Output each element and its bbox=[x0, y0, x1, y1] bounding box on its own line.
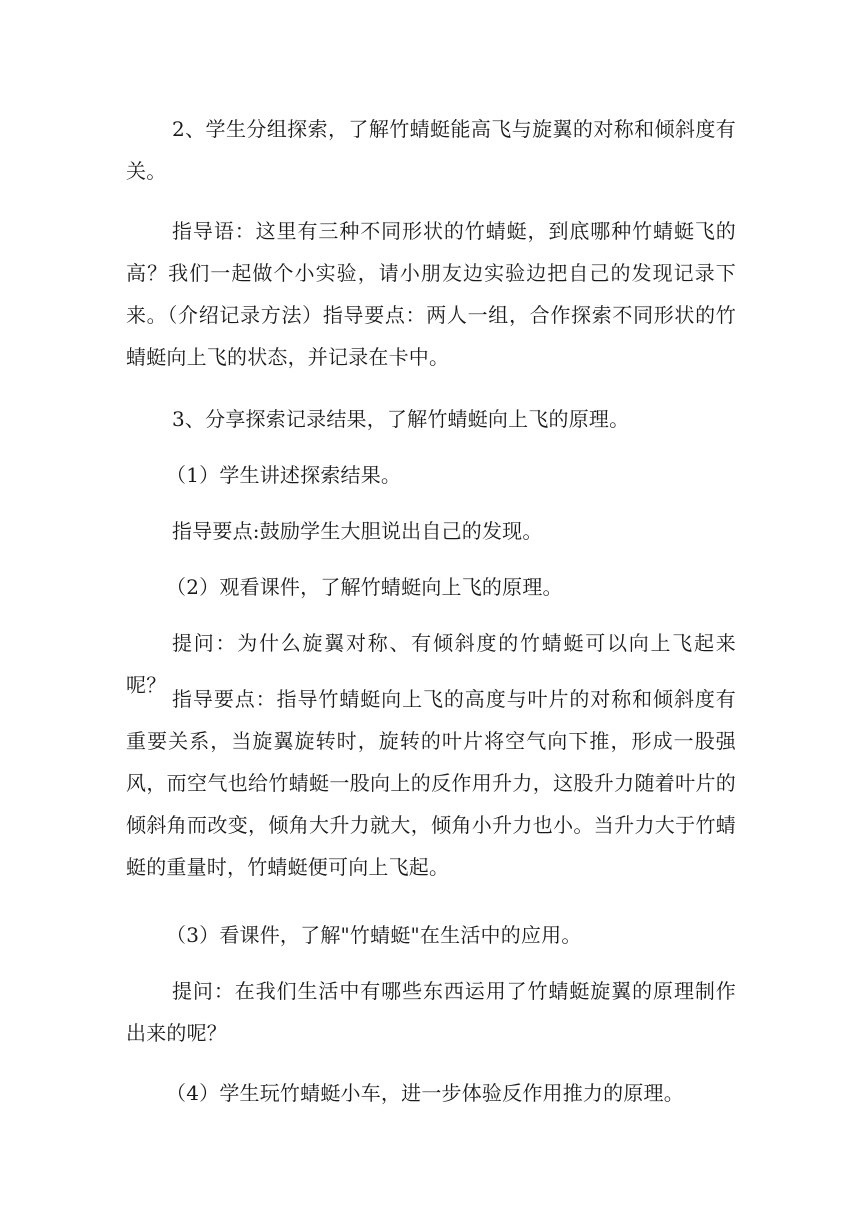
paragraph-sub-1: （1）学生讲述探索结果。 bbox=[166, 463, 402, 487]
paragraph-step-2: 2、学生分组探索，了解竹蜻蜓能高飞与旋翼的对称和倾斜度有关。 bbox=[126, 117, 736, 183]
paragraph-guidance-point: 指导要点:鼓励学生大胆说出自己的发现。 bbox=[172, 519, 543, 543]
paragraph-question-2: 提问：在我们生活中有哪些东西运用了竹蜻蜓旋翼的原理制作出来的呢？ bbox=[126, 979, 736, 1045]
paragraph-sub-3: （3）看课件，了解"竹蜻蜓"在生活中的应用。 bbox=[166, 923, 582, 947]
paragraph-step-3: 3、分享探索记录结果，了解竹蜻蜓向上飞的原理。 bbox=[172, 407, 630, 431]
paragraph-explanation: 指导要点：指导竹蜻蜓向上飞的高度与叶片的对称和倾斜度有重要关系，当旋翼旋转时，旋转的叶片将空气向下推，形成一股强风，而空气也给竹蜻蜓一股向上的反作用升力，这股升力随着叶片的倾斜角而改变，倾角大升力就大，倾角小升力也小。当升力大于竹蜻蜓的重量时，竹蜻蜓便可向上飞起。 bbox=[126, 687, 736, 879]
paragraph-guidance: 指导语：这里有三种不同形状的竹蜻蜓，到底哪种竹蜻蜓飞的高？我们一起做个小实验，请小朋友边实验边把自己的发现记录下来。（介绍记录方法）指导要点：两人一组，合作探索不同形状的竹蜻蜓向上飞的状态，并记录在卡中。 bbox=[126, 219, 736, 369]
paragraph-sub-4: （4）学生玩竹蜻蜓小车，进一步体验反作用推力的原理。 bbox=[166, 1081, 684, 1105]
paragraph-sub-2: （2）观看课件，了解竹蜻蜓向上飞的原理。 bbox=[166, 575, 563, 599]
paragraph-question-1: 提问：为什么旋翼对称、有倾斜度的竹蜻蜓可以向上飞起来呢？ bbox=[126, 631, 736, 697]
